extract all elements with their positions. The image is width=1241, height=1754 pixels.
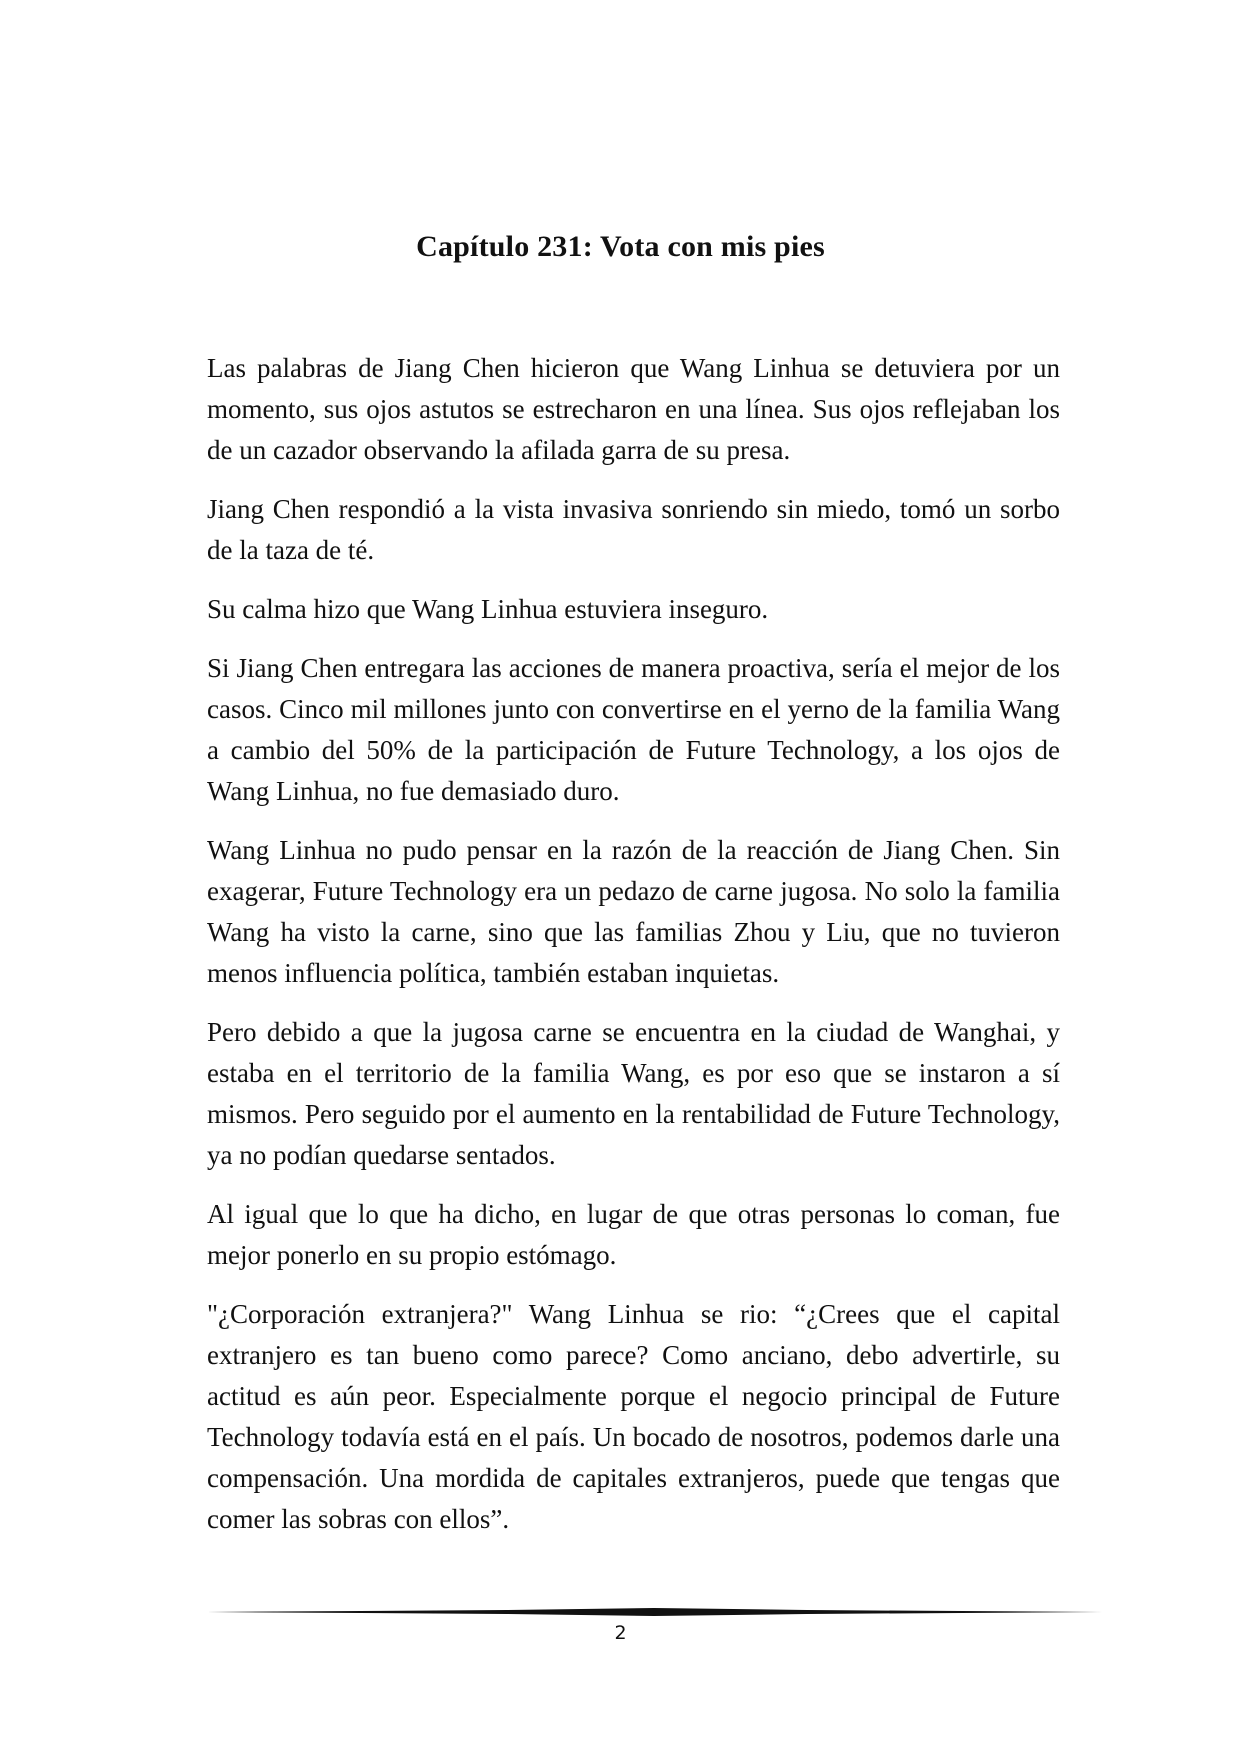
paragraph: Pero debido a que la jugosa carne se encuentra en la ciudad de Wanghai, y estaba en el territorio de la familia Wang, es por eso que se instaron a sí mismos. Pero seguido por el aumento en la rentabilidad de Future Technology, ya no podían quedarse sentados. — [207, 1017, 1060, 1170]
paragraph: Si Jiang Chen entregara las acciones de manera proactiva, sería el mejor de los casos. Cinco mil millones junto con convertirse en el yerno de la familia Wang a cambio del 50% de la participación de Future Technology, a los ojos de Wang Linhua, no fue demasiado duro. — [207, 653, 1060, 806]
chapter-title: Capítulo 231: Vota con mis pies — [416, 230, 825, 263]
paragraph: "¿Corporación extranjera?" Wang Linhua se rio: “¿Crees que el capital extranjero es tan bueno como parece? Como anciano, debo advertirle, su actitud es aún peor. Especialmente porque el negocio principal de Future Technology todavía está en el país. Un bocado de nosotros, podemos darle una compensación. Una mordida de capitales extranjeros, puede que tengas que comer las sobras con ellos”. — [207, 1299, 1060, 1534]
paragraph: Wang Linhua no pudo pensar en la razón de la reacción de Jiang Chen. Sin exagerar, Future Technology era un pedazo de carne jugosa. No solo la familia Wang ha visto la carne, sino que las familias Zhou y Liu, que no tuvieron menos influencia política, también estaban inquietas. — [207, 835, 1060, 988]
paragraph: Su calma hizo que Wang Linhua estuviera inseguro. — [207, 594, 769, 624]
paragraph: Jiang Chen respondió a la vista invasiva sonriendo sin miedo, tomó un sorbo de la taza de té. — [207, 494, 1060, 565]
footer-divider — [207, 1608, 1102, 1616]
paragraph: Las palabras de Jiang Chen hicieron que Wang Linhua se detuviera por un momento, sus ojos astutos se estrecharon en una línea. Sus ojos reflejaban los de un cazador observando la afilada garra de su presa. — [207, 353, 1060, 465]
page-number: 2 — [614, 1622, 627, 1644]
body-text — [207, 348, 1060, 1558]
paragraph: Al igual que lo que ha dicho, en lugar de que otras personas lo coman, fue mejor ponerlo en su propio estómago. — [207, 1199, 1060, 1270]
